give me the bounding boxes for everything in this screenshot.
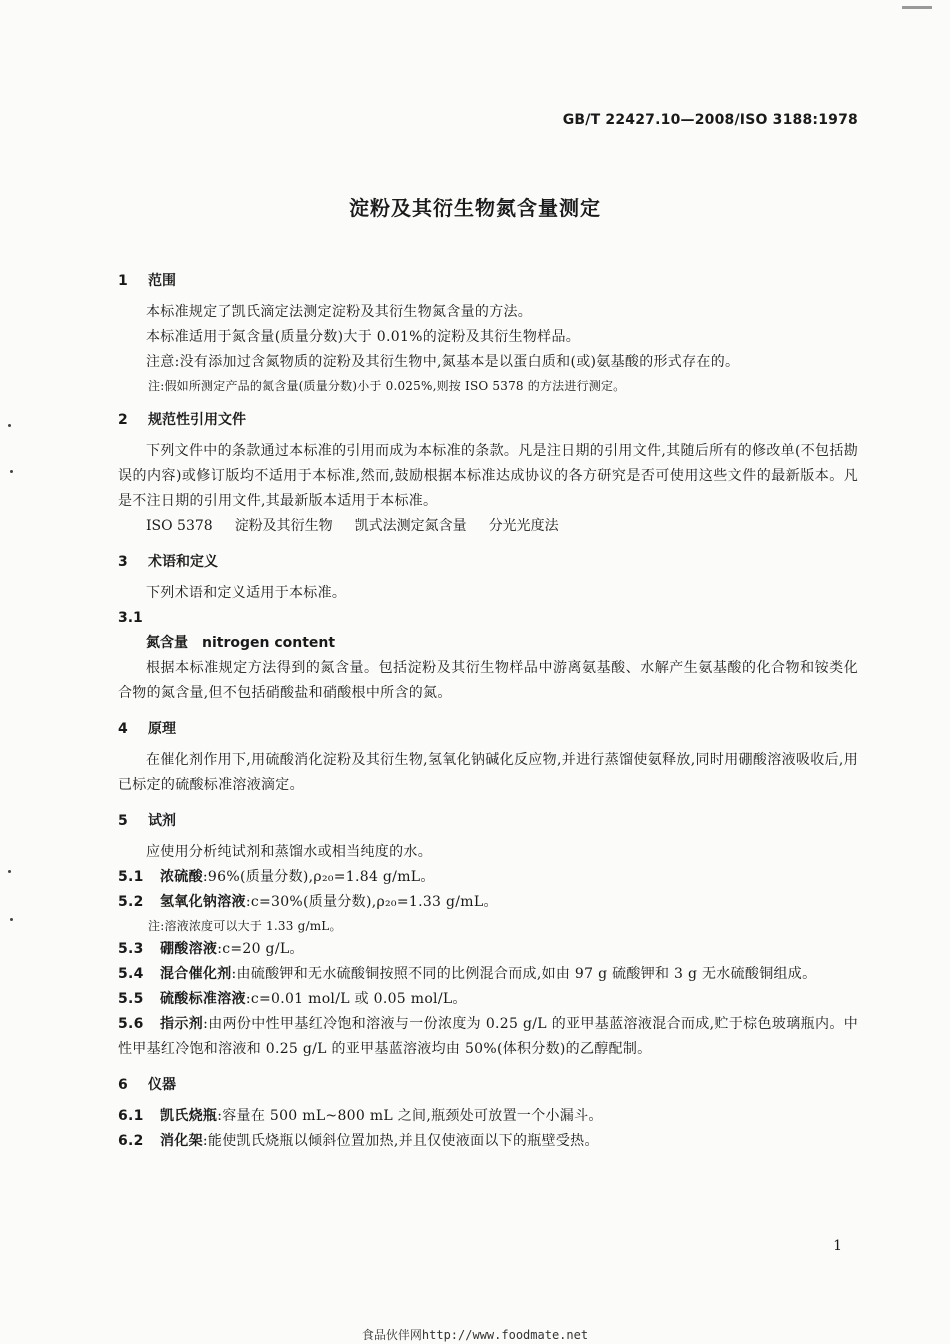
reference-title-part: 凯式法测定氮含量 bbox=[354, 518, 467, 534]
reagent-item bbox=[118, 1012, 858, 1062]
reagent-item bbox=[118, 890, 858, 915]
item-term: 指示剂 bbox=[160, 1016, 204, 1032]
term-english: nitrogen content bbox=[202, 635, 336, 651]
note: 注:假如所测定产品的氮含量(质量分数)小于 0.025%,则按 ISO 5378 的方法进行测定。 bbox=[148, 379, 626, 393]
term-entry bbox=[118, 631, 858, 656]
item-term: 混合催化剂 bbox=[160, 966, 232, 982]
term-chinese: 氮含量 bbox=[146, 635, 188, 651]
item-text: :容量在 500 mL~800 mL 之间,瓶颈处可放置一个小漏斗。 bbox=[217, 1108, 603, 1124]
item-term: 消化架 bbox=[160, 1133, 203, 1149]
item-term: 浓硫酸 bbox=[160, 869, 203, 885]
section-heading bbox=[118, 1072, 858, 1098]
item-number: 5.5 bbox=[118, 991, 144, 1007]
paragraph: 下列术语和定义适用于本标准。 bbox=[146, 585, 347, 601]
item-term: 硼酸溶液 bbox=[160, 941, 218, 957]
reagent-item bbox=[118, 865, 858, 890]
item-text: :c=30%(质量分数),ρ₂₀=1.33 g/mL。 bbox=[245, 894, 498, 910]
scan-speck bbox=[10, 470, 13, 473]
subsection-number: 3.1 bbox=[118, 610, 143, 626]
item-number: 5.6 bbox=[118, 1016, 144, 1032]
section-number: 5 bbox=[118, 813, 128, 829]
document-body bbox=[118, 268, 858, 1154]
item-text: :能使凯氏烧瓶以倾斜位置加热,并且仅使液面以下的瓶壁受热。 bbox=[202, 1133, 599, 1149]
footer-watermark: 食品伙伴网http://www.foodmate.net bbox=[361, 1328, 589, 1342]
section-title: 规范性引用文件 bbox=[148, 412, 246, 428]
section-number: 4 bbox=[118, 721, 128, 737]
section-heading bbox=[118, 549, 858, 575]
page-number: 1 bbox=[833, 1238, 842, 1254]
section-title: 术语和定义 bbox=[148, 554, 218, 570]
apparatus-item bbox=[118, 1129, 858, 1154]
item-number: 6.1 bbox=[118, 1108, 144, 1124]
item-number: 5.3 bbox=[118, 941, 144, 957]
section-heading bbox=[118, 808, 858, 834]
scan-speck bbox=[8, 424, 11, 427]
scan-speck bbox=[10, 918, 13, 921]
note: 注:溶液浓度可以大于 1.33 g/mL。 bbox=[148, 919, 342, 933]
section-title: 原理 bbox=[148, 721, 176, 737]
paragraph: 本标准规定了凯氏滴定法测定淀粉及其衍生物氮含量的方法。 bbox=[146, 304, 533, 320]
section-heading bbox=[118, 268, 858, 294]
paragraph: 注意:没有添加过含氮物质的淀粉及其衍生物中,氮基本是以蛋白质和(或)氨基酸的形式存在的。 bbox=[146, 354, 740, 370]
reagent-item bbox=[118, 962, 858, 987]
item-number: 6.2 bbox=[118, 1133, 144, 1149]
item-text: :由硫酸钾和无水硫酸铜按照不同的比例混合而成,如由 97 g 硫酸钾和 3 g 无水硫酸铜组成。 bbox=[231, 966, 817, 982]
paragraph: 应使用分析纯试剂和蒸馏水或相当纯度的水。 bbox=[146, 844, 432, 860]
reagent-item bbox=[118, 987, 858, 1012]
reference-code: ISO 5378 bbox=[146, 518, 213, 534]
item-term: 氢氧化钠溶液 bbox=[160, 894, 246, 910]
document-title: 淀粉及其衍生物氮含量测定 bbox=[349, 196, 601, 220]
section-title: 仪器 bbox=[148, 1077, 176, 1093]
paragraph: 在催化剂作用下,用硫酸消化淀粉及其衍生物,氢氧化钠碱化反应物,并进行蒸馏使氨释放,同时用硼酸溶液吸收后,用已标定的硫酸标准溶液滴定。 bbox=[118, 752, 858, 793]
reference-title-part: 分光光度法 bbox=[488, 518, 559, 534]
item-text: :96%(质量分数),ρ₂₀=1.84 g/mL。 bbox=[202, 869, 435, 885]
item-text: :由两份中性甲基红冷饱和溶液与一份浓度为 0.25 g/L 的亚甲基蓝溶液混合而成,贮于棕色玻璃瓶内。中性甲基红冷饱和溶液和 0.25 g/L 的亚甲基蓝溶液均由 50%(体积分数)的乙醇配制。 bbox=[118, 1016, 858, 1057]
section-title: 范围 bbox=[148, 273, 176, 289]
section-number: 3 bbox=[118, 554, 128, 570]
section-number: 1 bbox=[118, 273, 128, 289]
standard-code: GB/T 22427.10—2008/ISO 3188:1978 bbox=[562, 112, 858, 128]
item-text: :c=0.01 mol/L 或 0.05 mol/L。 bbox=[245, 991, 467, 1007]
reference-title-part: 淀粉及其衍生物 bbox=[234, 518, 333, 534]
item-term: 硫酸标准溶液 bbox=[160, 991, 246, 1007]
scan-mark bbox=[902, 6, 932, 9]
item-text: :c=20 g/L。 bbox=[217, 941, 304, 957]
scan-speck bbox=[8, 870, 11, 873]
definition: 根据本标准规定方法得到的氮含量。包括淀粉及其衍生物样品中游离氨基酸、水解产生氨基酸的化合物和铵类化合物的氮含量,但不包括硝酸盐和硝酸根中所含的氮。 bbox=[118, 660, 858, 701]
normative-reference bbox=[118, 514, 858, 539]
section-number: 2 bbox=[118, 412, 128, 428]
paragraph: 下列文件中的条款通过本标准的引用而成为本标准的条款。凡是注日期的引用文件,其随后所有的修改单(不包括勘误的内容)或修订版均不适用于本标准,然而,鼓励根据本标准达成协议的各方研究是否可使用这些文件的最新版本。凡是不注日期的引用文件,其最新版本适用于本标准。 bbox=[118, 443, 858, 509]
item-term: 凯氏烧瓶 bbox=[160, 1108, 218, 1124]
paragraph: 本标准适用于氮含量(质量分数)大于 0.01%的淀粉及其衍生物样品。 bbox=[146, 329, 581, 345]
section-number: 6 bbox=[118, 1077, 128, 1093]
item-number: 5.4 bbox=[118, 966, 144, 982]
item-number: 5.1 bbox=[118, 869, 144, 885]
item-number: 5.2 bbox=[118, 894, 144, 910]
section-title: 试剂 bbox=[148, 813, 176, 829]
apparatus-item bbox=[118, 1104, 858, 1129]
reagent-item bbox=[118, 937, 858, 962]
section-heading bbox=[118, 716, 858, 742]
section-heading bbox=[118, 407, 858, 433]
